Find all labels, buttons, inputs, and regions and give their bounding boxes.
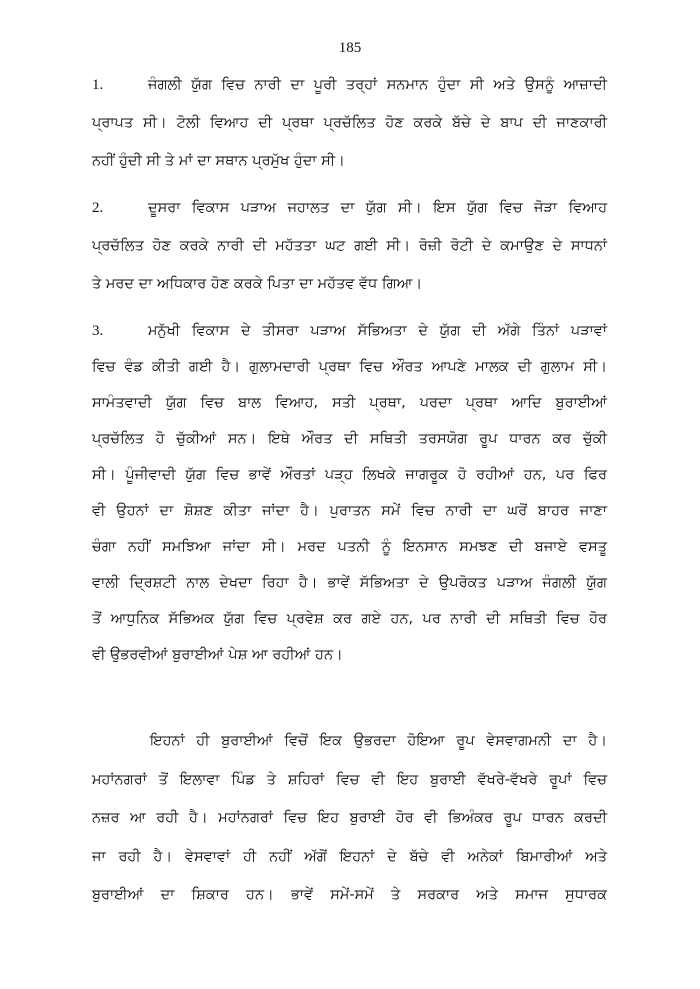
list-number: 3. bbox=[92, 323, 104, 339]
numbered-paragraph-1 bbox=[92, 66, 607, 180]
page-number: 185 bbox=[338, 40, 362, 56]
paragraph-line: ਪ੍ਰਚੱਲਿਤ ਹੋਣ ਕਰਕੇ ਨਾਰੀ ਦੀ ਮਹੱਤਤਾ ਘਟ ਗਈ ਸੀ। ਰੋਜ਼ੀ ਰੋਟੀ ਦੇ ਕਮਾਉਣ ਦੇ ਸਾਧਨਾਂ bbox=[92, 238, 607, 254]
paragraph-line: ਤੋਂ ਆਧੁਨਿਕ ਸੱਭਿਅਕ ਯੁੱਗ ਵਿਚ ਪ੍ਰਵੇਸ਼ ਕਰ ਗਏ ਹਨ, ਪਰ ਨਾਰੀ ਦੀ ਸਥਿਤੀ ਵਿਚ ਹੋਰ bbox=[92, 611, 607, 627]
paragraph-line: ਵਿਚ ਵੰਡ ਕੀਤੀ ਗਈ ਹੈ। ਗੁਲਾਮਦਾਰੀ ਪ੍ਰਥਾ ਵਿਚ ਔਰਤ ਆਪਣੇ ਮਾਲਕ ਦੀ ਗੁਲਾਮ ਸੀ। bbox=[92, 359, 607, 375]
line-text: ਇਹਨਾਂ ਹੀ ਬੁਰਾਈਆਂ ਵਿਚੋਂ ਇਕ ਉਭਰਦਾ ਹੋਇਆ ਰੂਪ ਵੇਸਵਾਗਮਨੀ ਦਾ ਹੈ। bbox=[150, 733, 607, 749]
numbered-paragraph-2 bbox=[92, 189, 607, 303]
paragraph-line: ਵੀ ਉਹਨਾਂ ਦਾ ਸ਼ੋਸ਼ਣ ਕੀਤਾ ਜਾਂਦਾ ਹੈ। ਪੁਰਾਤਨ ਸਮੇਂ ਵਿਚ ਨਾਰੀ ਦਾ ਘਰੋਂ ਬਾਹਰ ਜਾਣਾ bbox=[92, 503, 607, 519]
paragraph-line: ਚੰਗਾ ਨਹੀਂ ਸਮਝਿਆ ਜਾਂਦਾ ਸੀ। ਮਰਦ ਪਤਨੀ ਨੂੰ ਇਨਸਾਨ ਸਮਝਣ ਦੀ ਬਜਾਏ ਵਸਤੂ bbox=[92, 539, 607, 555]
paragraph-line bbox=[92, 313, 607, 349]
paragraph-line: ਮਹਾਂਨਗਰਾਂ ਤੋਂ ਇਲਾਵਾ ਪਿੰਡ ਤੇ ਸ਼ਹਿਰਾਂ ਵਿਚ ਵੀ ਇਹ ਬੁਰਾਈ ਵੱਖਰੇ-ਵੱਖਰੇ ਰੂਪਾਂ ਵਿਚ bbox=[92, 771, 607, 788]
line-text: ਮਨੁੱਖੀ ਵਿਕਾਸ ਦੇ ਤੀਸਰਾ ਪੜਾਅ ਸੱਭਿਅਤਾ ਦੇ ਯੁੱਗ ਦੀ ਅੱਗੇ ਤਿੰਨਾਂ ਪੜਾਵਾਂ bbox=[148, 323, 607, 339]
paragraph-line bbox=[92, 189, 607, 227]
paragraph-line: ਪ੍ਰਚੱਲਿਤ ਹੋ ਚੁੱਕੀਆਂ ਸਨ। ਇਥੇ ਔਰਤ ਦੀ ਸਥਿਤੀ ਤਰਸਯੋਗ ਰੂਪ ਧਾਰਨ ਕਰ ਚੁੱਕੀ bbox=[92, 431, 607, 447]
paragraph-line: ਵਾਲੀ ਦ੍ਰਿਸ਼ਟੀ ਨਾਲ ਦੇਖਦਾ ਰਿਹਾ ਹੈ। ਭਾਵੇਂ ਸੱਭਿਅਤਾ ਦੇ ਉਪਰੋਕਤ ਪੜਾਅ ਜੰਗਲੀ ਯੁੱਗ bbox=[92, 575, 607, 591]
paragraph-line: ਤੇ ਮਰਦ ਦਾ ਅਧਿਕਾਰ ਹੋਣ ਕਰਕੇ ਪਿਤਾ ਦਾ ਮਹੱਤਵ ਵੱਧ ਗਿਆ। bbox=[92, 276, 423, 292]
line-text: ਜੰਗਲੀ ਯੁੱਗ ਵਿਚ ਨਾਰੀ ਦਾ ਪੂਰੀ ਤਰ੍ਹਾਂ ਸਨਮਾਨ ਹੁੰਦਾ ਸੀ ਅਤੇ ਉਸਨੂੰ ਆਜ਼ਾਦੀ bbox=[148, 77, 607, 93]
body-paragraph bbox=[92, 722, 607, 915]
list-number: 2. bbox=[92, 200, 104, 216]
paragraph-line: ਨਜ਼ਰ ਆ ਰਹੀ ਹੈ। ਮਹਾਂਨਗਰਾਂ ਵਿਚ ਇਹ ਬੁਰਾਈ ਹੋਰ ਵੀ ਭਿਅੰਕਰ ਰੂਪ ਧਾਰਨ ਕਰਦੀ bbox=[92, 810, 607, 826]
paragraph-line bbox=[92, 722, 607, 761]
numbered-paragraph-3 bbox=[92, 313, 607, 673]
paragraph-line: ਸੀ। ਪੂੰਜੀਵਾਦੀ ਯੁੱਗ ਵਿਚ ਭਾਵੇਂ ਔਰਤਾਂ ਪੜ੍ਹ ਲਿਖਕੇ ਜਾਗਰੂਕ ਹੋ ਰਹੀਆਂ ਹਨ, ਪਰ ਫਿਰ bbox=[92, 467, 607, 483]
paragraph-line: ਸਾਮੰਤਵਾਦੀ ਯੁੱਗ ਵਿਚ ਬਾਲ ਵਿਆਹ, ਸਤੀ ਪ੍ਰਥਾ, ਪਰਦਾ ਪ੍ਰਥਾ ਆਦਿ ਬੁਰਾਈਆਂ bbox=[92, 395, 607, 411]
paragraph-line: ਨਹੀਂ ਹੁੰਦੀ ਸੀ ਤੇ ਮਾਂ ਦਾ ਸਥਾਨ ਪ੍ਰਮੁੱਖ ਹੁੰਦਾ ਸੀ। bbox=[92, 153, 345, 169]
paragraph-line bbox=[92, 66, 607, 104]
paragraph-line: ਬੁਰਾਈਆਂ ਦਾ ਸ਼ਿਕਾਰ ਹਨ। ਭਾਵੇਂ ਸਮੇਂ-ਸਮੇਂ ਤੇ ਸਰਕਾਰ ਅਤੇ ਸਮਾਜ ਸੁਧਾਰਕ bbox=[92, 887, 607, 903]
paragraph-line: ਜਾ ਰਹੀ ਹੈ। ਵੇਸਵਾਵਾਂ ਹੀ ਨਹੀਂ ਅੱਗੋਂ ਇਹਨਾਂ ਦੇ ਬੱਚੇ ਵੀ ਅਨੇਕਾਂ ਬਿਮਾਰੀਆਂ ਅਤੇ bbox=[92, 848, 607, 865]
line-text: ਦੂਸਰਾ ਵਿਕਾਸ ਪੜਾਅ ਜਹਾਲਤ ਦਾ ਯੁੱਗ ਸੀ। ਇਸ ਯੁੱਗ ਵਿਚ ਜੋੜਾ ਵਿਆਹ bbox=[148, 200, 607, 216]
paragraph-line: ਵੀ ਉਭਰਵੀਆਂ ਬੁਰਾਈਆਂ ਪੇਸ਼ ਆ ਰਹੀਆਂ ਹਨ। bbox=[92, 647, 343, 663]
list-number: 1. bbox=[92, 77, 104, 93]
paragraph-line: ਪ੍ਰਾਪਤ ਸੀ। ਟੋਲੀ ਵਿਆਹ ਦੀ ਪ੍ਰਥਾ ਪ੍ਰਚੱਲਿਤ ਹੋਣ ਕਰਕੇ ਬੱਚੇ ਦੇ ਬਾਪ ਦੀ ਜਾਣਕਾਰੀ bbox=[92, 115, 607, 131]
